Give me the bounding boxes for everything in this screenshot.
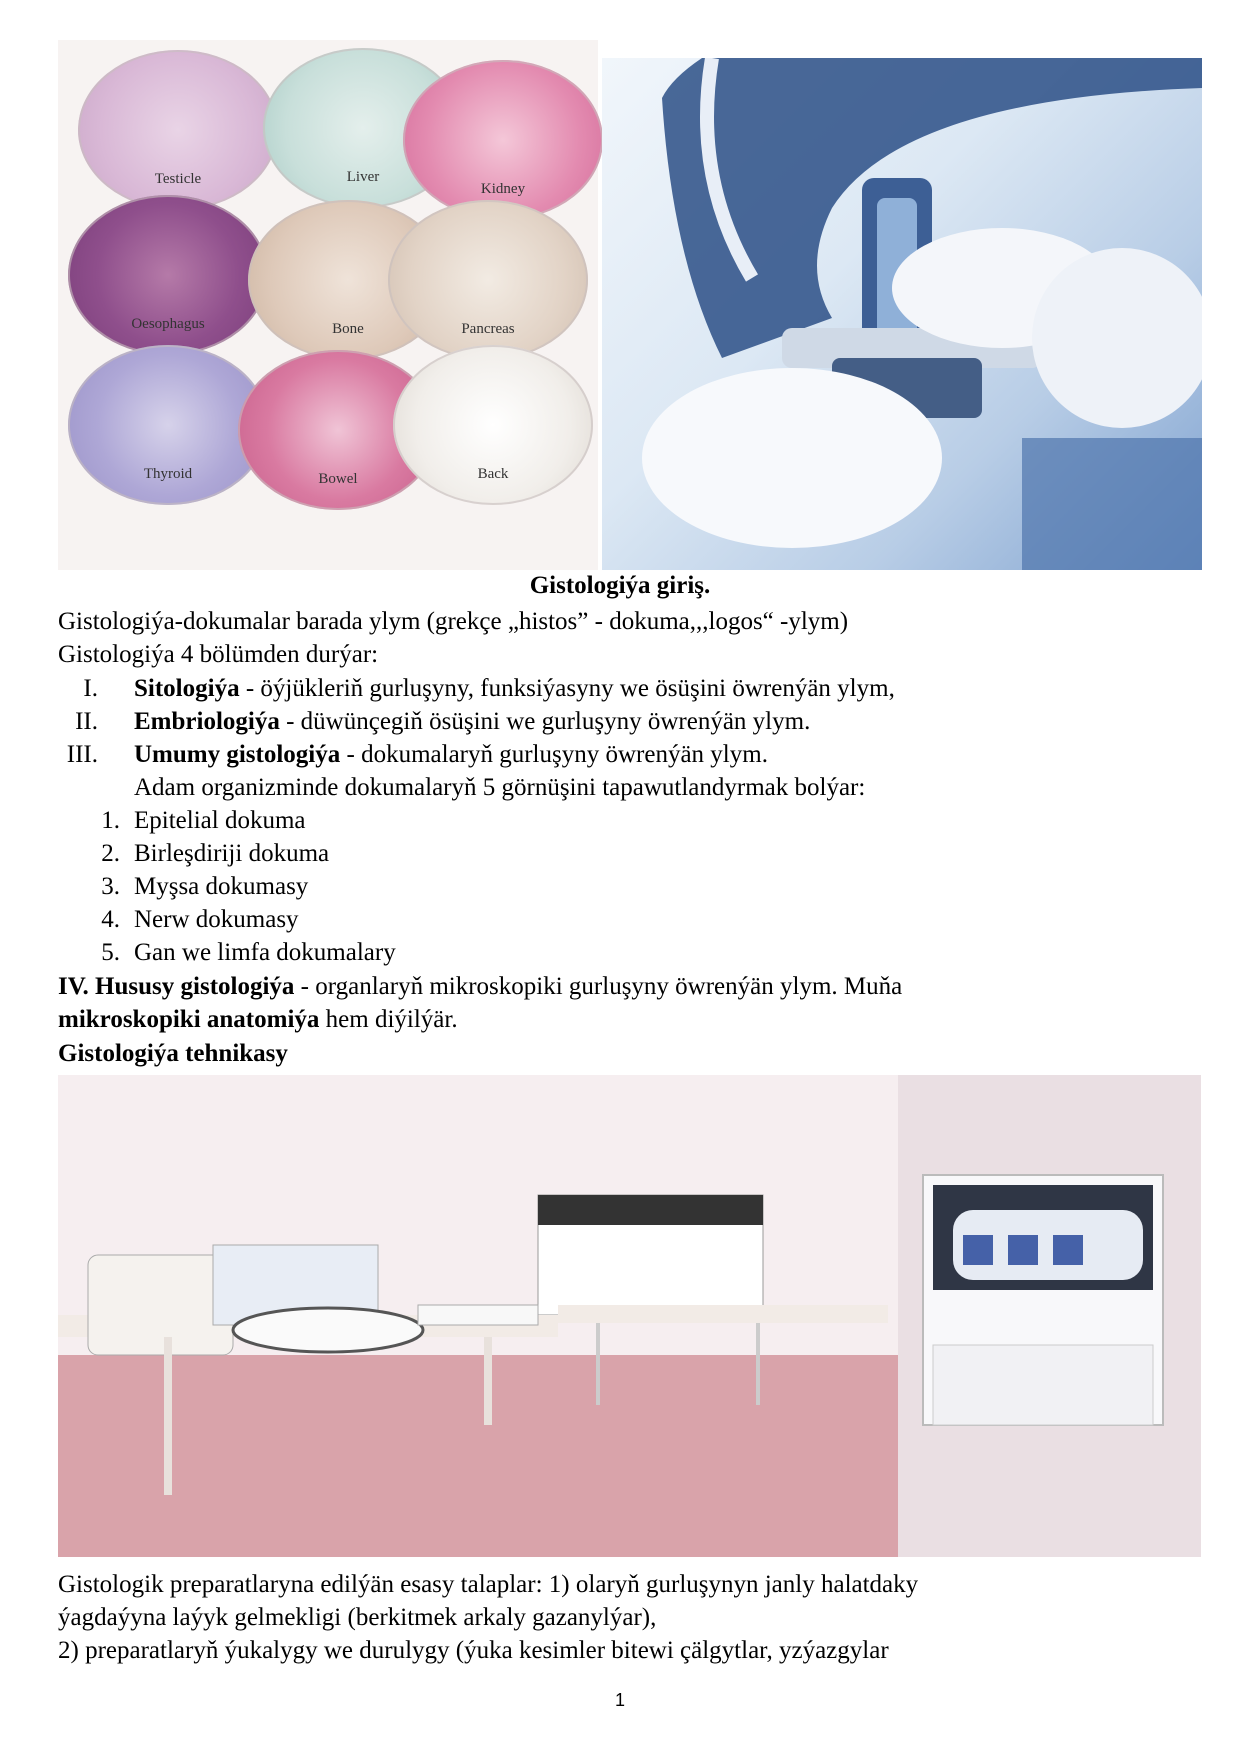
section-iv-line2-term: mikroskopiki anatomiýa <box>58 1006 320 1033</box>
slide-label: Thyroid <box>143 466 193 482</box>
slide-kidney <box>403 60 603 220</box>
section-numeral: I. <box>83 675 98 702</box>
slide-label: Oesophagus <box>131 316 205 332</box>
list-number: 4. <box>101 906 120 933</box>
requirements-line1: Gistologik preparatlaryna edilýän esasy talaplar: 1) olaryň gurluşynyn janly halatdaky <box>58 1571 919 1598</box>
list-item: Nerw dokumasy <box>134 906 299 933</box>
section-desc: - düwünçegiň ösüşini we gurluşyny öwrenýän ylym. <box>279 708 811 735</box>
section-term: Umumy gistologiýa <box>134 741 341 768</box>
tissue-slides-image <box>58 40 598 570</box>
slide-label: Liver <box>346 169 380 185</box>
slide-back <box>393 345 593 505</box>
list-item: Myşsa dokumasy <box>134 873 309 900</box>
sections-intro: Gistologiýa 4 bölümden durýar: <box>58 641 379 668</box>
slide-label: Kidney <box>480 181 526 197</box>
slide-label: Bowel <box>318 471 358 487</box>
list-item: Epitelial dokuma <box>134 807 306 834</box>
section-term: Embriologiýa <box>134 708 280 735</box>
tissue-intro: Adam organizminde dokumalaryň 5 görnüşini tapawutlandyrmak bolýar: <box>134 774 866 801</box>
slide-label: Pancreas <box>461 321 515 337</box>
section-item <box>134 672 895 705</box>
section-term: Sitologiýa <box>134 675 240 702</box>
definition-line: Gistologiýa-dokumalar barada ylym (grekçe „histos” - dokuma,,,logos“ -ylym) <box>58 608 849 635</box>
technique-heading: Gistologiýa tehnikasy <box>58 1040 288 1067</box>
page-number: 1 <box>614 1690 625 1710</box>
lab-illustration <box>58 1075 1201 1557</box>
microscope-photo <box>602 58 1202 570</box>
slide-label: Testicle <box>154 171 202 187</box>
slide-label: Bone <box>332 321 364 337</box>
microscope-illustration <box>602 58 1202 570</box>
section-iv-line2-rest: hem diýilýär. <box>319 1006 458 1033</box>
list-number: 5. <box>101 939 120 966</box>
slide-testicle <box>78 50 278 210</box>
list-number: 2. <box>101 840 120 867</box>
section-numeral: II. <box>75 708 98 735</box>
section-item <box>134 705 810 738</box>
section-iv-line2 <box>58 1003 458 1036</box>
section-item <box>134 738 768 771</box>
section-iv-term: IV. Hususy gistologiýa <box>58 973 295 1000</box>
section-iv-line1 <box>58 970 902 1003</box>
histology-lab-photo <box>58 1075 1201 1557</box>
section-iv-desc: - organlaryň mikroskopiki gurluşyny öwrenýän ylym. Muňa <box>294 973 903 1000</box>
requirements-line3: 2) preparatlaryň ýukalygy we durulygy (ýuka kesimler bitewi çälgytlar, yzýazgylar <box>58 1637 889 1664</box>
slide-oesophagus <box>68 195 268 355</box>
requirements-line2: ýagdaýyna laýyk gelmekligi (berkitmek arkaly gazanylýar), <box>58 1604 657 1631</box>
page-title: Gistologiýa giriş. <box>529 572 711 599</box>
list-item: Gan we limfa dokumalary <box>134 939 396 966</box>
slide-label: Back <box>477 466 509 482</box>
section-numeral: III. <box>66 741 98 768</box>
slide-pancreas <box>388 200 588 360</box>
section-desc: - öýjükleriň gurluşyny, funksiýasyny we ösüşini öwrenýän ylym, <box>239 675 895 702</box>
section-desc: - dokumalaryň gurluşyny öwrenýän ylym. <box>340 741 768 768</box>
list-item: Birleşdiriji dokuma <box>134 840 330 867</box>
list-number: 3. <box>101 873 120 900</box>
list-number: 1. <box>101 807 120 834</box>
